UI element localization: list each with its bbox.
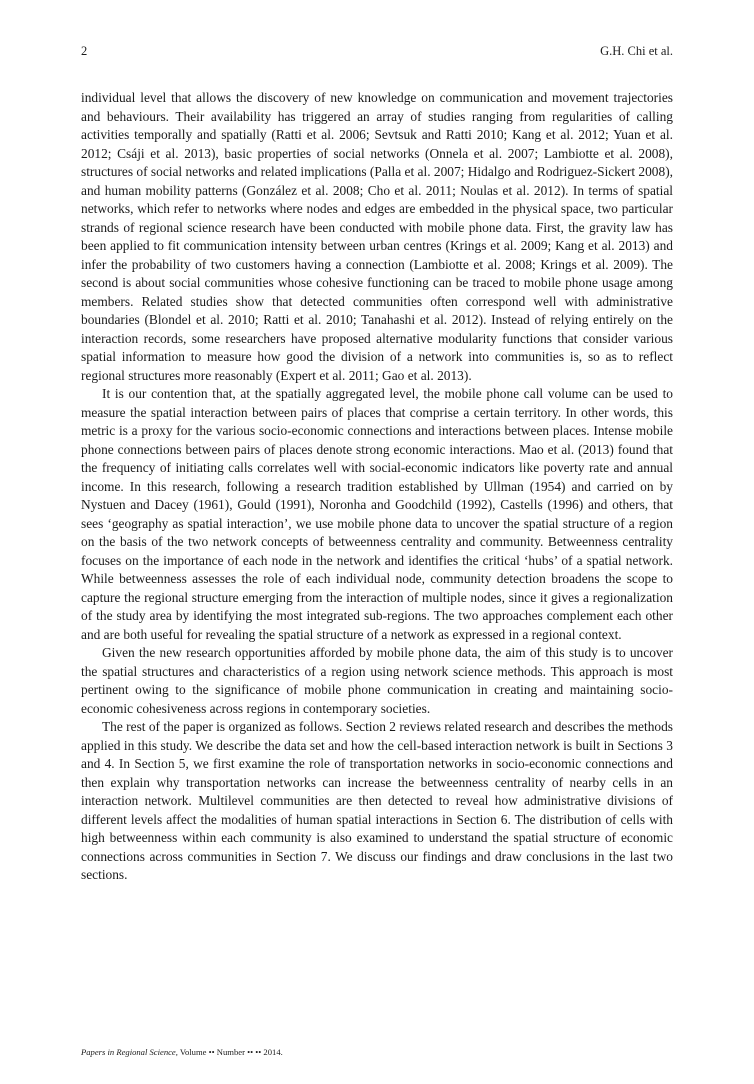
journal-footer [81, 1046, 673, 1058]
page-number: 2 [81, 44, 88, 58]
body-text [81, 89, 673, 885]
paragraph-1: individual level that allows the discovery of new knowledge on communication and movement trajectories and behaviours. Their availability has triggered an array of studies ranging from regularities of calling activities temporally and spatially (Ratti et al. 2006; Sevtsuk and Ratti 2010; Kang et al. 2012; Yuan et al. 2012; Csáji et al. 2013), basic properties of social networks (Onnela et al. 2007; Lambiotte et al. 2008), structures of social networks and related implications (Palla et al. 2007; Hidalgo and Rodriguez-Sickert 2008), and human mobility patterns (González et al. 2008; Cho et al. 2011; Noulas et al. 2012). In terms of spatial networks, which refer to networks where nodes and edges are embedded in the physical space, two particular strands of regional science research have been conducted with mobile phone data. First, the gravity law has been applied to fit communication intensity between urban centres (Krings et al. 2009; Kang et al. 2013) and infer the probability of two customers having a connection (Lambiotte et al. 2008; Krings et al. 2009). The second is about social communities whose cohesive functioning can be traced to mobile phone usage among members. Related studies show that detected communities often correspond well with administrative boundaries (Blondel et al. 2010; Ratti et al. 2010; Tanahashi et al. 2012). Instead of relying entirely on the interaction records, some researchers have proposed alternative modularity functions that consider various spatial information to measure how good the division of a network into communities is, so as to reflect regional structures more reasonably (Expert et al. 2011; Gao et al. 2013). [81, 90, 674, 383]
journal-issue: , Volume •• Number •• •• 2014. [175, 1047, 283, 1057]
paragraph-2: It is our contention that, at the spatially aggregated level, the mobile phone call volume can be used to measure the spatial interaction between pairs of places that comprise a certain territory. In other words, this metric is a proxy for the various socio-economic connections and interactions between places. Intense mobile phone connections between pairs of places denote strong economic interactions. Mao et al. (2013) found that the frequency of initiating calls correlates well with social-economic indicators like poverty rate and annual income. In this research, following a research tradition established by Ullman (1954) and carried on by Nystuen and Dacey (1961), Gould (1991), Noronha and Goodchild (1992), Castells (1996) and others, that sees ‘geography as spatial interaction’, we use mobile phone data to uncover the spatial structure of a region on the basis of the two network concepts of betweenness centrality and community. Betweenness centrality focuses on the importance of each node in the network and identifies the critical ‘hubs’ of a spatial network. While betweenness assesses the role of each individual node, community detection broadens the scope to capture the regional structure emerging from the interaction of multiple nodes, since it gives a regionalization of the study area by identifying the most integrated sub-regions. The two approaches complement each other and are both useful for revealing the spatial structure of a network as expressed in a regional context. [81, 386, 673, 642]
running-head-authors: G.H. Chi et al. [600, 44, 673, 58]
journal-name: Papers in Regional Science [81, 1047, 176, 1057]
paragraph-3: Given the new research opportunities afforded by mobile phone data, the aim of this study is to uncover the spatial structures and characteristics of a region using network science methods. This approach is most pertinent owing to the significance of mobile phone communication in creating and maintaining socio-economic cohesiveness across regions in contemporary societies. [81, 645, 673, 716]
running-header [81, 42, 673, 60]
paragraph-4: The rest of the paper is organized as follows. Section 2 reviews related research and describes the methods applied in this study. We describe the data set and how the cell-based interaction network is built in Sections 3 and 4. In Section 5, we first examine the role of transportation networks in socio-economic connections and then explain why transportation networks can increase the betweenness centrality of nearby cells in an interaction network. Multilevel communities are then detected to reveal how administrative divisions of different levels affect the modalities of human spatial interactions in Section 6. The distribution of cells with high betweenness within each community is also examined to understand the spatial structure of economic connections across communities in Section 7. We discuss our findings and draw conclusions in the last two sections. [81, 719, 673, 882]
